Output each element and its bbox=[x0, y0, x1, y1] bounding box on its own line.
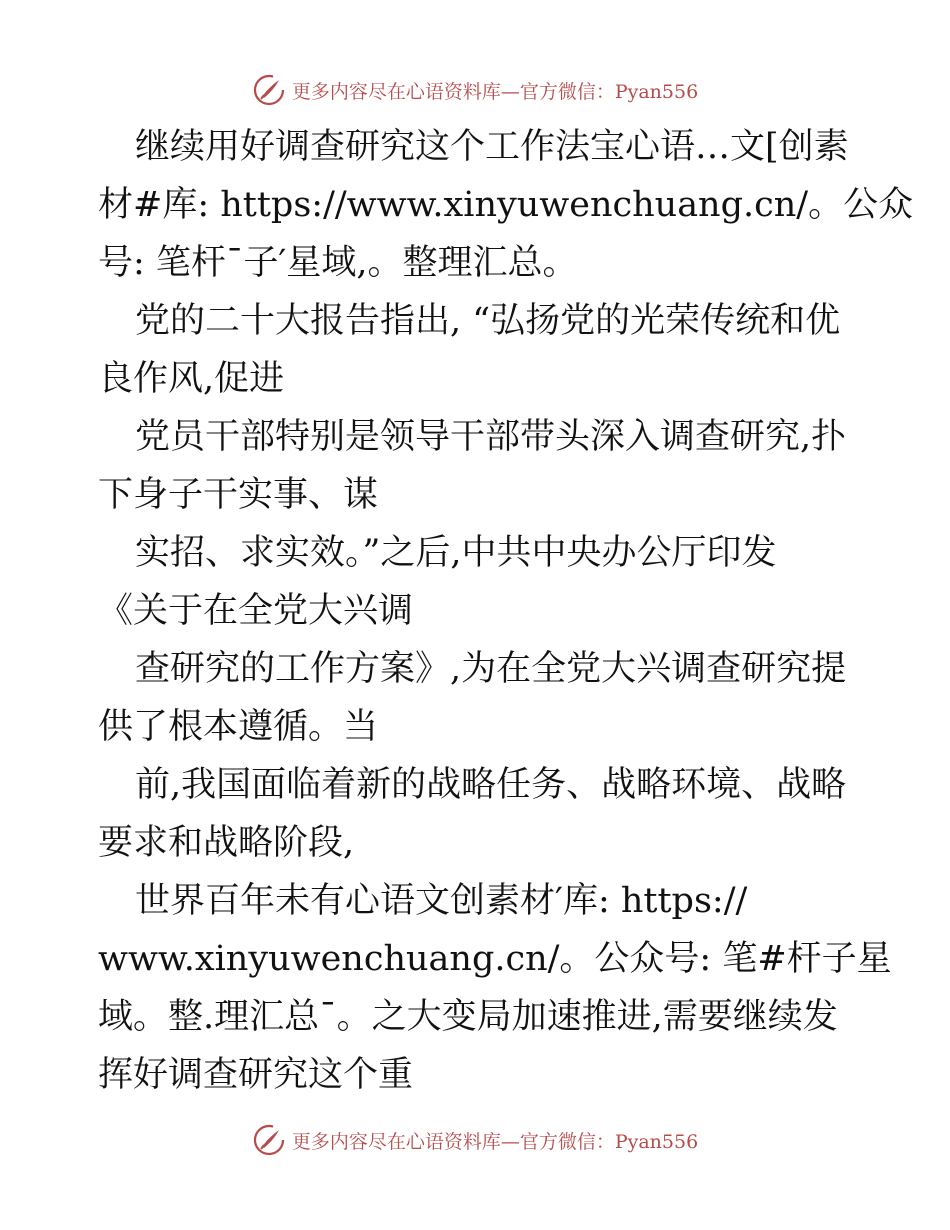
document-body bbox=[98, 118, 914, 1104]
body-line: 供了根本遵循。当 bbox=[98, 707, 379, 747]
footer-banner bbox=[0, 1120, 950, 1160]
body-line: 继续用好调查研究这个工作法宝心语…文[创素 bbox=[135, 127, 849, 167]
body-line: 前,我国面临着新的战略任务、战略环境、战略 bbox=[135, 765, 847, 805]
body-line: 挥好调查研究这个重 bbox=[98, 1055, 414, 1095]
quill-pen-logo-icon bbox=[252, 1123, 286, 1157]
body-line: 党的二十大报告指出, “弘扬党的光荣传统和优 bbox=[135, 301, 841, 341]
body-line: 域。整.理汇总¯。之大变局加速推进,需要继续发 bbox=[98, 997, 838, 1037]
header-banner-content bbox=[252, 73, 698, 107]
body-line: 实招、求实效。”之后,中共中央办公厅印发 bbox=[135, 533, 777, 573]
header-banner-text: 更多内容尽在心语资料库—官方微信：Pyan556 bbox=[291, 80, 699, 103]
body-line: 世界百年未有心语文创素材′库: https:// bbox=[135, 881, 748, 921]
footer-banner-content bbox=[252, 1123, 698, 1157]
body-line: 良作风,促进 bbox=[98, 359, 285, 399]
body-line: 《关于在全党大兴调 bbox=[98, 591, 414, 631]
body-line: 查研究的工作方案》,为在全党大兴调查研究提 bbox=[135, 649, 847, 689]
body-line: 党员干部特别是领导干部带头深入调查研究,扑 bbox=[135, 417, 847, 457]
body-line: 号: 笔杆¯子′星域,。整理汇总。 bbox=[98, 243, 578, 283]
header-banner bbox=[0, 70, 950, 110]
body-line: 下身子干实事、谋 bbox=[98, 475, 379, 515]
quill-pen-logo-icon bbox=[252, 73, 286, 107]
body-line: www.xinyuwenchuang.cn/。公众号: 笔#杆子星 bbox=[98, 939, 892, 979]
body-line: 材#库: https://www.xinyuwenchuang.cn/。公众 bbox=[98, 185, 914, 225]
footer-banner-text: 更多内容尽在心语资料库—官方微信：Pyan556 bbox=[291, 1130, 699, 1153]
body-line: 要求和战略阶段, bbox=[98, 823, 355, 863]
